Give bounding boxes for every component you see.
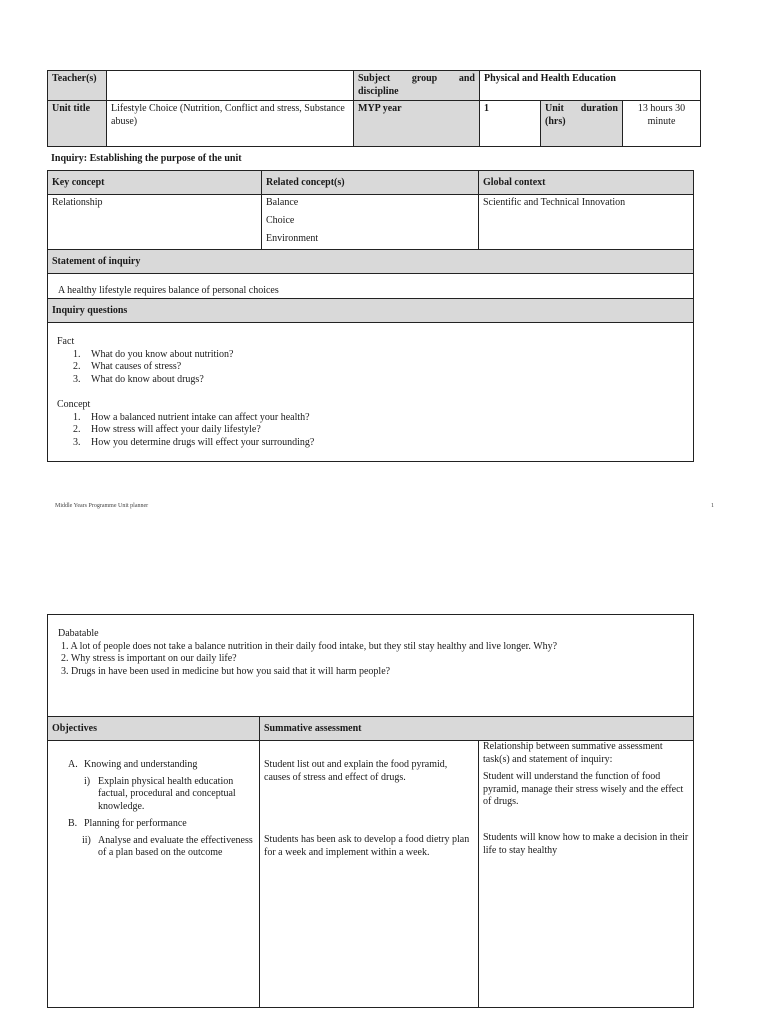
- relationship-1: Student will understand the function of food pyramid, manage their stress wisely and the effect of drugs.: [483, 771, 684, 807]
- footer-page-number: 1: [711, 503, 714, 509]
- teachers-label: Teacher(s): [47, 70, 107, 101]
- page-2: [0, 600, 768, 1024]
- objective-b-ii: ii) Analyse and evaluate the effectiveness of a plan based on the outcome: [82, 834, 253, 858]
- related-concept: Environment: [266, 233, 319, 244]
- list-item: 2. What causes of stress?: [73, 361, 182, 372]
- objectives-label: Objectives: [47, 716, 260, 741]
- objectives-cell: [47, 740, 260, 1008]
- debatable-cell: [47, 614, 694, 717]
- statement-label: Statement of inquiry: [47, 249, 694, 274]
- inquiry-questions-label: Inquiry questions: [47, 298, 694, 323]
- objective-a-i: i) Explain physical health education factual, procedural and conceptual knowledge.: [84, 775, 236, 812]
- summative-task-2: Students has been ask to develop a food dietry plan for a week and implement within a week.: [264, 834, 470, 858]
- list-item: 3. What do know about drugs?: [73, 373, 204, 385]
- concept-label: Concept: [57, 399, 91, 410]
- related-concepts-cell: [261, 194, 479, 250]
- objective-b: B. Planning for performance: [68, 818, 187, 829]
- debatable-label: Dabatable: [58, 628, 99, 639]
- fact-questions: [57, 349, 693, 387]
- list-item: 3. How you determine drugs will effect your surrounding?: [73, 436, 315, 448]
- unit-title-value: Lifestyle Choice (Nutrition, Conflict and stress, Substance abuse): [106, 100, 354, 147]
- myp-year-label: MYP year: [353, 100, 480, 147]
- unit-duration-label: Unit duration (hrs): [540, 100, 623, 147]
- related-concept: Choice: [266, 215, 295, 226]
- concept-questions: [57, 412, 693, 450]
- global-context-value: Scientific and Technical Innovation: [478, 194, 694, 250]
- footer-left: Middle Years Programme Unit planner: [55, 503, 149, 509]
- fact-label: Fact: [57, 336, 75, 347]
- teachers-value: [106, 70, 354, 101]
- unit-duration-value: 13 hours 30 minute: [622, 100, 701, 147]
- key-concept-label: Key concept: [47, 170, 262, 195]
- subject-value: Physical and Health Education: [479, 70, 701, 101]
- relationship-2: Students will know how to make a decision in their life to stay healthy: [483, 832, 689, 856]
- list-item: 1. What do you know about nutrition?: [73, 348, 234, 360]
- statement-value: A healthy lifestyle requires balance of personal choices: [58, 285, 279, 296]
- key-concept-value: Relationship: [47, 194, 262, 250]
- list-item: 2. How stress will affect your daily lifestyle?: [73, 424, 261, 435]
- debatable-question: 2. Why stress is important on our daily life?: [61, 653, 237, 664]
- summative-label: Summative assessment: [259, 716, 694, 741]
- related-concept: Balance: [266, 197, 299, 208]
- relationship-cell: [478, 740, 694, 1008]
- summative-cell: [259, 740, 479, 1008]
- summative-task-1: Student list out and explain the food pyramid, causes of stress and effect of drugs.: [264, 759, 448, 783]
- subject-label: Subject group and discipline: [353, 70, 480, 101]
- unit-title-label: Unit title: [47, 100, 107, 147]
- global-context-label: Global context: [478, 170, 694, 195]
- inquiry-questions-cell: [47, 322, 694, 462]
- list-item: 1. How a balanced nutrient intake can affect your health?: [73, 411, 310, 423]
- statement-value-cell: [47, 273, 694, 299]
- myp-year-value: 1: [479, 100, 541, 147]
- debatable-question: 3. Drugs in have been used in medicine but how you said that it will harm people?: [61, 665, 391, 677]
- inquiry-heading: Inquiry: Establishing the purpose of the unit: [51, 153, 242, 164]
- debatable-question: 1. A lot of people does not take a balance nutrition in their daily food intake, but they stil stay healthy and live longer. Why?: [61, 640, 558, 652]
- relationship-label: Relationship between summative assessment task(s) and statement of inquiry:: [483, 741, 663, 765]
- objective-a: A. Knowing and understanding: [68, 759, 198, 770]
- related-concepts-label: Related concept(s): [261, 170, 479, 195]
